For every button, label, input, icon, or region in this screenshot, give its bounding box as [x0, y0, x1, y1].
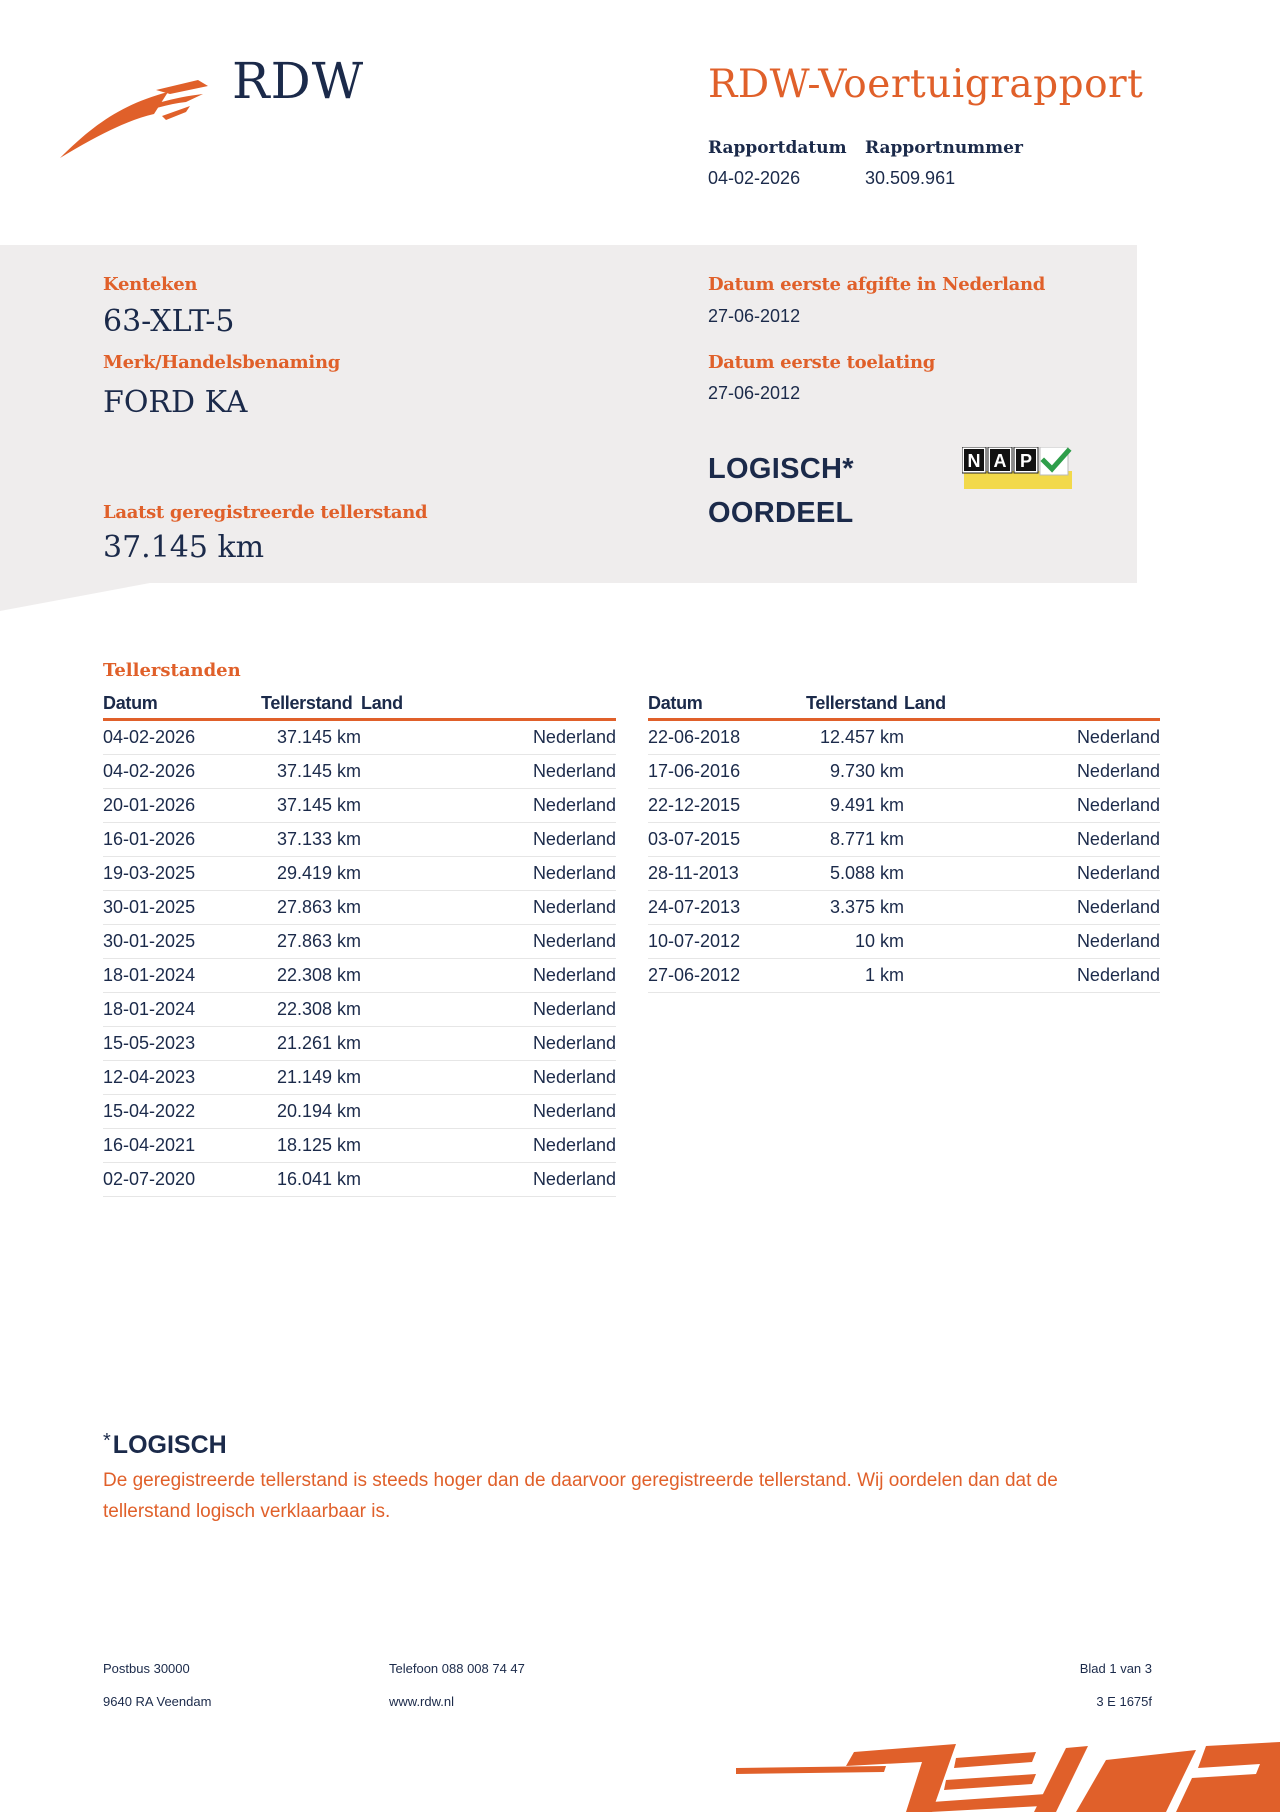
- table-row: [103, 925, 616, 959]
- reading-country: Nederland: [361, 1129, 616, 1163]
- reading-date: 16-04-2021: [103, 1129, 243, 1163]
- footnote-star: *: [103, 1430, 111, 1452]
- report-date-label: Rapportdatum: [708, 138, 847, 158]
- reading-date: 02-07-2020: [103, 1163, 243, 1197]
- first-admission-label: Datum eerste toelating: [708, 352, 936, 373]
- readings-body-right: [648, 720, 1160, 993]
- reading-date: 22-06-2018: [648, 720, 788, 755]
- vehicle-info-panel-tab: [0, 583, 150, 611]
- table-row: [648, 755, 1160, 789]
- verdict-line2: OORDEEL: [708, 497, 854, 529]
- reading-date: 20-01-2026: [103, 789, 243, 823]
- reading-km: 1 km: [788, 959, 904, 993]
- reading-country: Nederland: [904, 720, 1160, 755]
- reading-km: 5.088 km: [788, 857, 904, 891]
- reading-km: 29.419 km: [243, 857, 361, 891]
- nap-letter: P: [1019, 451, 1033, 471]
- table-row: [103, 755, 616, 789]
- reading-km: 3.375 km: [788, 891, 904, 925]
- reading-date: 30-01-2025: [103, 891, 243, 925]
- first-admission-value: 27-06-2012: [708, 383, 801, 403]
- reading-country: Nederland: [361, 823, 616, 857]
- col-km-header: Tellerstand: [788, 690, 904, 720]
- verdict-line1: LOGISCH*: [708, 453, 854, 485]
- reading-date: 12-04-2023: [103, 1061, 243, 1095]
- table-row: [648, 720, 1160, 755]
- reading-date: 04-02-2026: [103, 755, 243, 789]
- reading-km: 10 km: [788, 925, 904, 959]
- table-row: [103, 959, 616, 993]
- reading-country: Nederland: [904, 789, 1160, 823]
- reading-km: 9.491 km: [788, 789, 904, 823]
- nap-check-icon: [962, 447, 1074, 491]
- odometer-label: Laatst geregistreerde tellerstand: [103, 502, 428, 523]
- table-row: [103, 1095, 616, 1129]
- reading-km: 37.133 km: [243, 823, 361, 857]
- reading-km: 20.194 km: [243, 1095, 361, 1129]
- rdw-stripes-decoration: [736, 1738, 1280, 1812]
- reading-date: 27-06-2012: [648, 959, 788, 993]
- reading-country: Nederland: [904, 959, 1160, 993]
- reading-km: 37.145 km: [243, 789, 361, 823]
- plate-label: Kenteken: [103, 274, 198, 295]
- nap-letter: N: [967, 451, 981, 471]
- reading-country: Nederland: [904, 925, 1160, 959]
- reading-country: Nederland: [361, 789, 616, 823]
- readings-title: Tellerstanden: [103, 660, 241, 681]
- first-issue-value: 27-06-2012: [708, 306, 801, 326]
- reading-country: Nederland: [361, 1095, 616, 1129]
- reading-date: 17-06-2016: [648, 755, 788, 789]
- reading-country: Nederland: [904, 823, 1160, 857]
- reading-country: Nederland: [361, 959, 616, 993]
- reading-country: Nederland: [361, 755, 616, 789]
- reading-date: 18-01-2024: [103, 959, 243, 993]
- reading-km: 27.863 km: [243, 925, 361, 959]
- footer-address-line1: Postbus 30000: [103, 1661, 190, 1676]
- plate-value: 63-XLT-5: [103, 304, 235, 339]
- reading-country: Nederland: [361, 857, 616, 891]
- table-row: [103, 823, 616, 857]
- footnote-text: De geregistreerde tellerstand is steeds hoger dan de daarvoor geregistreerde tellerstand. Wij oordelen dan dat de tellerstand logisch verklaarbaar is.: [103, 1470, 1058, 1522]
- footnote-title: [103, 1430, 227, 1460]
- reading-date: 24-07-2013: [648, 891, 788, 925]
- table-row: [103, 789, 616, 823]
- col-land-header: Land: [361, 690, 616, 720]
- table-row: [648, 789, 1160, 823]
- report-number: 30.509.961: [865, 168, 956, 188]
- table-row: [103, 720, 616, 755]
- reading-km: 18.125 km: [243, 1129, 361, 1163]
- reading-km: 37.145 km: [243, 720, 361, 755]
- footnote-title-text: LOGISCH: [112, 1431, 227, 1459]
- footer-page-number: Blad 1 van 3: [1079, 1661, 1152, 1676]
- footer-phone: Telefoon 088 008 74 47: [389, 1661, 525, 1676]
- reading-km: 22.308 km: [243, 959, 361, 993]
- reading-km: 21.149 km: [243, 1061, 361, 1095]
- reading-country: Nederland: [361, 891, 616, 925]
- reading-date: 15-04-2022: [103, 1095, 243, 1129]
- nap-letter: A: [993, 451, 1007, 471]
- col-date-header: Datum: [103, 690, 243, 720]
- reading-date: 30-01-2025: [103, 925, 243, 959]
- reading-country: Nederland: [904, 891, 1160, 925]
- col-km-header: Tellerstand: [243, 690, 361, 720]
- reading-date: 19-03-2025: [103, 857, 243, 891]
- table-row: [648, 857, 1160, 891]
- readings-body-left: [103, 720, 616, 1197]
- reading-date: 18-01-2024: [103, 993, 243, 1027]
- footer-website-link[interactable]: www.rdw.nl: [389, 1694, 455, 1709]
- table-row: [103, 993, 616, 1027]
- reading-km: 37.145 km: [243, 755, 361, 789]
- report-title: RDW-Voertuigrapport: [708, 62, 1144, 107]
- reading-country: Nederland: [361, 1027, 616, 1061]
- table-row: [103, 857, 616, 891]
- reading-country: Nederland: [361, 1061, 616, 1095]
- table-row: [648, 823, 1160, 857]
- table-row: [103, 1027, 616, 1061]
- reading-date: 28-11-2013: [648, 857, 788, 891]
- rdw-logo-mark: [58, 80, 208, 160]
- reading-date: 03-07-2015: [648, 823, 788, 857]
- table-row: [103, 1163, 616, 1197]
- table-row: [103, 1129, 616, 1163]
- reading-km: 8.771 km: [788, 823, 904, 857]
- col-land-header: Land: [904, 690, 1160, 720]
- logo-text: RDW: [232, 52, 365, 110]
- readings-table-left: [103, 690, 616, 1197]
- reading-country: Nederland: [361, 720, 616, 755]
- table-row: [103, 1061, 616, 1095]
- table-row: [103, 891, 616, 925]
- reading-date: 22-12-2015: [648, 789, 788, 823]
- reading-km: 9.730 km: [788, 755, 904, 789]
- brand-value: FORD KA: [103, 385, 248, 420]
- table-row: [648, 891, 1160, 925]
- table-header-row: [103, 690, 616, 720]
- reading-country: Nederland: [361, 1163, 616, 1197]
- reading-date: 04-02-2026: [103, 720, 243, 755]
- reading-km: 22.308 km: [243, 993, 361, 1027]
- col-date-header: Datum: [648, 690, 788, 720]
- reading-country: Nederland: [361, 925, 616, 959]
- table-row: [648, 959, 1160, 993]
- reading-country: Nederland: [904, 755, 1160, 789]
- reading-km: 21.261 km: [243, 1027, 361, 1061]
- report-date: 04-02-2026: [708, 168, 801, 188]
- reading-km: 12.457 km: [788, 720, 904, 755]
- reading-country: Nederland: [361, 993, 616, 1027]
- reading-country: Nederland: [904, 857, 1160, 891]
- footer-address-line2: 9640 RA Veendam: [103, 1694, 212, 1709]
- reading-km: 16.041 km: [243, 1163, 361, 1197]
- first-issue-label: Datum eerste afgifte in Nederland: [708, 274, 1046, 295]
- table-header-row: [648, 690, 1160, 720]
- reading-date: 10-07-2012: [648, 925, 788, 959]
- brand-label: Merk/Handelsbenaming: [103, 352, 341, 373]
- readings-table-right: [648, 690, 1160, 993]
- odometer-value: 37.145 km: [103, 530, 265, 565]
- table-row: [648, 925, 1160, 959]
- report-number-label: Rapportnummer: [865, 138, 1023, 158]
- reading-date: 16-01-2026: [103, 823, 243, 857]
- footer-document-code: 3 E 1675f: [1096, 1694, 1152, 1709]
- reading-km: 27.863 km: [243, 891, 361, 925]
- reading-date: 15-05-2023: [103, 1027, 243, 1061]
